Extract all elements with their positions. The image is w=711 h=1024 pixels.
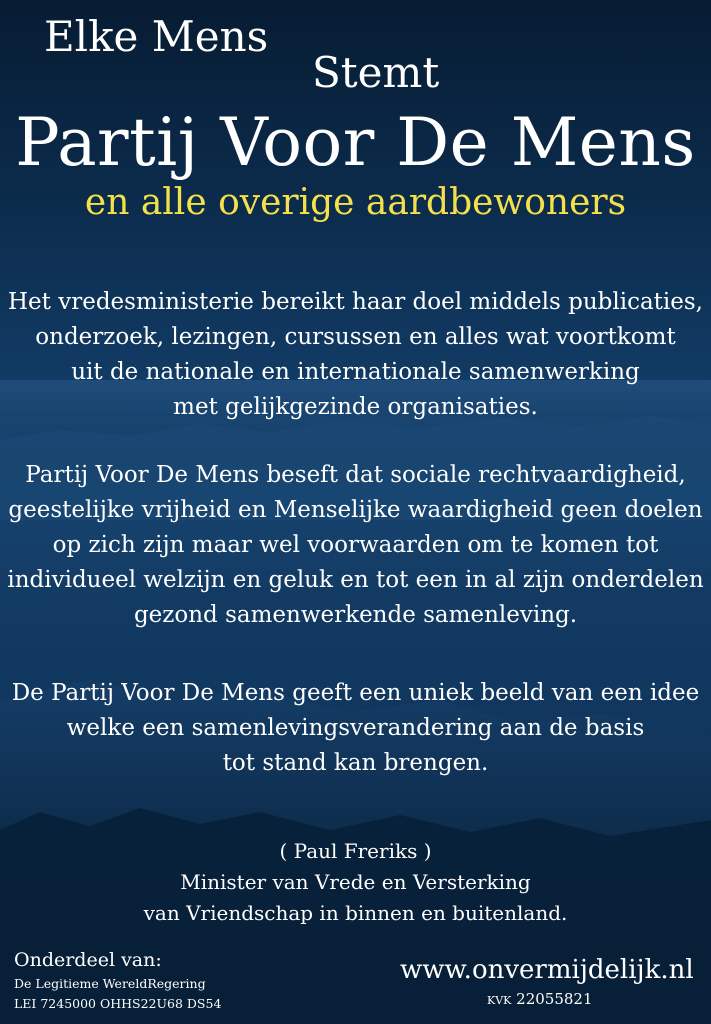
paragraph-line: Partij Voor De Mens beseft dat sociale rechtvaardigheid, xyxy=(25,462,686,488)
paragraph-vision xyxy=(0,676,711,781)
paragraph-line: tot stand kan brengen. xyxy=(222,750,489,776)
paragraph-line: geestelijke vrijheid en Menselijke waardigheid geen doelen xyxy=(8,497,703,523)
kvk-number: 22055821 xyxy=(516,990,593,1008)
paragraph-line: welke een samenlevingsverandering aan de basis xyxy=(66,715,645,741)
tagline: en alle overige aardbewoners xyxy=(84,182,627,223)
headline-line-1: Elke Mens xyxy=(44,12,269,61)
website-link[interactable]: www.onvermijdelijk.nl xyxy=(400,955,694,985)
paragraph-line: onderzoek, lezingen, cursussen en alles wat voortkomt xyxy=(35,324,676,350)
paragraph-line: individueel welzijn en geluk en tot een in al zijn onderdelen xyxy=(7,567,704,593)
footer-part-of-label: Onderdeel van: xyxy=(14,949,162,971)
paragraph-line: Het vredesministerie bereikt haar doel middels publicaties, xyxy=(8,289,703,315)
paragraph-line: uit de nationale en internationale samenwerking xyxy=(71,359,640,385)
kvk-registration xyxy=(487,990,593,1008)
headline-line-2: Stemt xyxy=(312,48,440,97)
paragraph-line: met gelijkgezinde organisaties. xyxy=(173,394,538,420)
party-name-title: Partij Voor De Mens xyxy=(15,104,696,181)
signature-title: van Vriendschap in binnen en buitenland. xyxy=(143,901,568,925)
signature-name: ( Paul Freriks ) xyxy=(279,839,432,863)
kvk-label: KVK xyxy=(487,994,512,1007)
paragraph-line: op zich zijn maar wel voorwaarden om te komen tot xyxy=(52,532,659,558)
signature-title: Minister van Vrede en Versterking xyxy=(180,870,531,894)
signature-block xyxy=(0,836,711,929)
paragraph-line: gezond samenwerkende samenleving. xyxy=(133,602,578,628)
paragraph-mission xyxy=(0,285,711,425)
footer-lei-code: LEI 7245000 OHHS22U68 DS54 xyxy=(14,996,222,1011)
paragraph-values xyxy=(0,458,711,633)
paragraph-line: De Partij Voor De Mens geeft een uniek beeld van een idee xyxy=(11,680,700,706)
footer-organization: De Legitieme WereldRegering xyxy=(14,976,206,991)
